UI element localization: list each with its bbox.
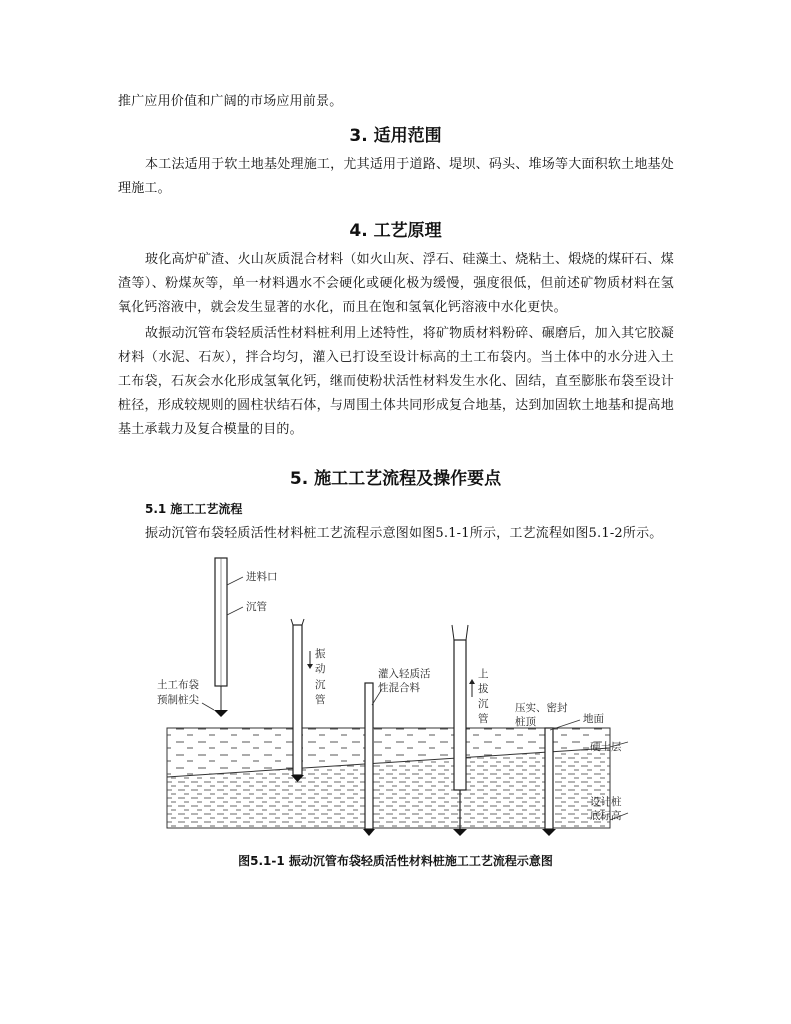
vibrate-label-2: 动 [315, 663, 326, 675]
pipe-label: 沉管 [246, 601, 267, 613]
pile-tip-1 [214, 710, 228, 717]
intro-tail-paragraph: 推广应用价值和广阔的市场应用前景。 [118, 94, 343, 109]
soil-profile [167, 728, 610, 828]
design-label-line-1: 设计桩 [590, 796, 622, 808]
section-5-1-heading: 5.1 施工工艺流程 [145, 502, 243, 516]
pile-process-diagram [150, 555, 630, 845]
compact-label-line-2: 桩顶 [515, 716, 536, 728]
fill-label-line-1: 灌入轻质活 [378, 668, 431, 680]
figure-caption: 图5.1-1 振动沉管布袋轻质活性材料桩施工工艺流程示意图 [238, 854, 553, 868]
pile-tip-5 [542, 829, 556, 836]
pile-step-3 [363, 683, 375, 836]
ground-label: 地面 [583, 713, 604, 725]
geobag-label-line-1: 土工布袋 [157, 679, 199, 691]
vibrate-label-3: 沉 [315, 679, 326, 691]
vibrate-label-1: 振 [315, 648, 326, 660]
pile-tip-4 [453, 829, 467, 836]
geobag-label-line-2: 预制桩尖 [157, 694, 199, 706]
lift-label-1: 上 [478, 668, 489, 680]
section-5-1-paragraph: 振动沉管布袋轻质活性材料桩工艺流程示意图如图5.1-1所示，工艺流程如图5.1-2所示。 [145, 526, 663, 541]
design-label-line-2: 底标高 [590, 810, 622, 822]
section-4-heading: 4. 工艺原理 [349, 221, 442, 241]
compact-label-line-1: 压实、密封 [515, 702, 568, 714]
section-3-heading: 3. 适用范围 [349, 126, 442, 146]
lift-label-4: 管 [478, 713, 489, 725]
section-5-heading: 5. 施工工艺流程及操作要点 [289, 469, 502, 489]
lift-label-3: 沉 [478, 698, 489, 710]
pile-tip-3 [363, 829, 375, 836]
section-4-paragraph-2: 故振动沉管布袋轻质活性材料桩利用上述特性，将矿物质材料粉碎、碾磨后，加入其它胶凝材料（水泥、石灰），拌合均匀，灌入已打设至设计标高的土工布袋内。当土体中的水分进入土工布袋，石灰会水化形成氢氧化钙，继而使粉状活性材料发生水化、固结，直至膨胀布袋至设计桩径，形成较规则的圆柱状结石体，与周围土体共同形成复合地基，达到加固软土地基和提高地基土承载力及复合模量的目的。 [118, 326, 674, 437]
vibrate-label-4: 管 [315, 694, 326, 706]
hard-layer-label: 硬土层 [590, 741, 622, 753]
fill-label-line-2: 性混合料 [378, 682, 420, 694]
lift-label-2: 拔 [478, 683, 489, 695]
pile-step-1 [214, 558, 228, 717]
section-4-paragraph-1: 玻化高炉矿渣、火山灰质混合材料（如火山灰、浮石、硅藻土、烧粘土、煅烧的煤矸石、煤渣等）、粉煤灰等，单一材料遇水不会硬化或硬化极为缓慢，强度很低，但前述矿物质材料在氢氧化钙溶液中，就会发生显著的水化，而且在饱和氢氧化钙溶液中水化更快。 [118, 252, 674, 315]
section-3-paragraph: 本工法适用于软土地基处理施工，尤其适用于道路、堤坝、码头、堆场等大面积软土地基处理施工。 [118, 157, 674, 196]
inlet-label: 进料口 [246, 571, 278, 583]
